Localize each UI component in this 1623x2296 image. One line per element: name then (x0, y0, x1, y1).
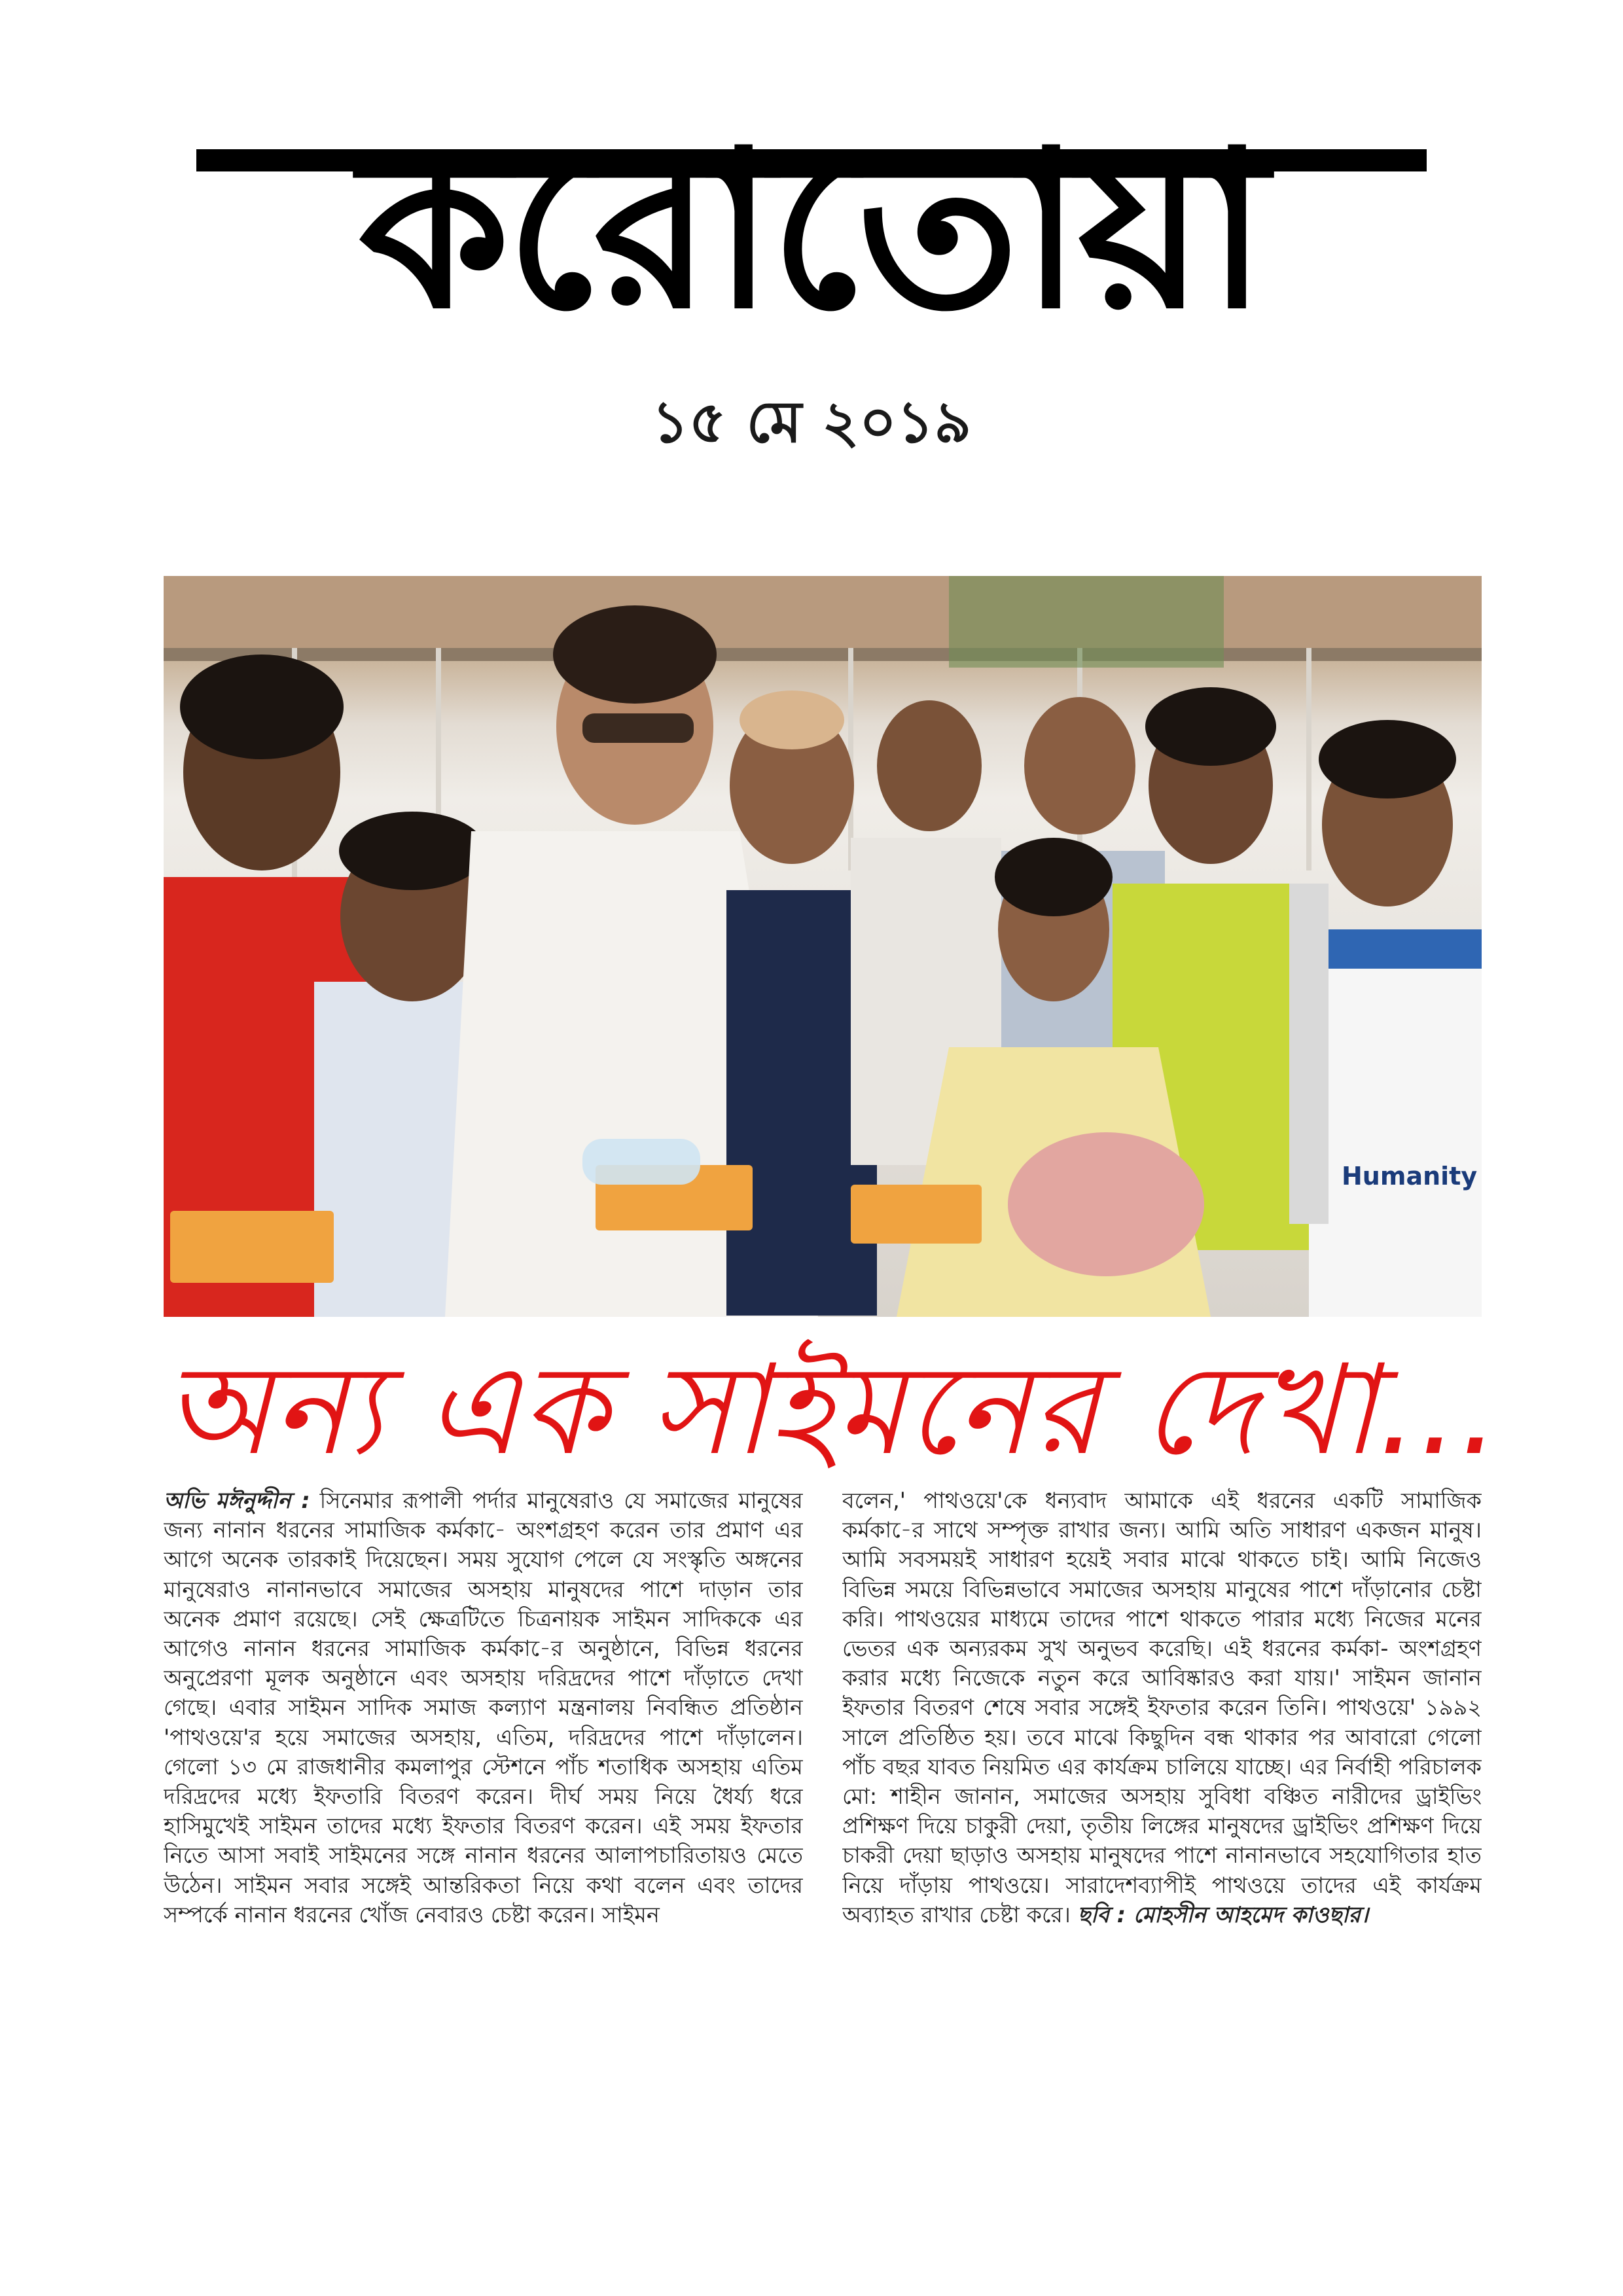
photo-credit: ছবি : মোহসীন আহমেদ কাওছার। (1077, 1901, 1368, 1928)
shirt-text: Humanity (1342, 1162, 1478, 1191)
article-body (164, 1486, 1482, 2140)
article-column-1 (164, 1486, 803, 2134)
article-column-1-text: সিনেমার রূপালী পর্দার মানুষেরাও যে সমাজের মানুষের জন্য নানান ধরনের সামাজিক কর্মকা-ে অংশগ্রহণ করেন তার প্রমাণ এর আগে অনেক তারকাই দিয়েছেন। সময় সুযোগ পেলে যে সংস্কৃতি অঙ্গনের মানুষেরাও নানানভাবে সমাজের অসহায় মানুষদের পাশে দাড়ান তার অনেক প্রমাণ রয়েছে। সেই ক্ষেত্রটিতে চিত্রনায়ক সাইমন সাদিককে এর আগেও নানান ধরনের সামাজিক কর্মকা-ের অনুষ্ঠানে, বিভিন্ন ধরনের অনুপ্রেরণা মূলক অনুষ্ঠানে এবং অসহায় দরিদ্রদের পাশে দাঁড়াতে দেখা গেছে। এবার সাইমন সাদিক সমাজ কল্যাণ মন্ত্রনালয় নিবন্ধিত প্রতিষ্ঠান 'পাথওয়ে'র হয়ে সমাজের অসহায়, এতিম, দরিদ্রদের পাশে দাঁড়ালেন। গেলো ১৩ মে রাজধানীর কমলাপুর স্টেশনে পাঁচ শতাধিক অসহায় এতিম দরিদ্রদের মধ্যে ইফতারি বিতরণ করেন। দীর্ঘ সময় নিয়ে ধৈর্য্য ধরে হাসিমুখেই সাইমন তাদের মধ্যে ইফতার বিতরণ করেন। এই সময় ইফতার নিতে আসা সবাই সাইমনের সঙ্গে নানান ধরনের আলাপচারিতায়ও মেতে উঠেন। সাইমন সবার সঙ্গেই আন্তরিকতা নিয়ে কথা বলেন এবং তাদের সম্পর্কে নানান ধরনের খোঁজ নেবারও চেষ্টা করেন। সাইমন (164, 1488, 803, 1928)
news-photo (164, 576, 1482, 1317)
masthead-title: করোতোয়া (359, 102, 1264, 356)
article-column-2 (842, 1486, 1482, 2134)
article-byline: অভি মঈনুদ্দীন : (164, 1488, 310, 1513)
article-column-2-text: বলেন,' পাথওয়ে'কে ধন্যবাদ আমাকে এই ধরনের একটি সামাজিক কর্মকা-ের সাথে সম্পৃক্ত রাখার জন্য। আমি অতি সাধারণ একজন মানুষ। আমি সবসময়ই সাধারণ হয়েই সবার মাঝে থাকতে চাই। আমি নিজেও বিভিন্ন সময়ে বিভিন্নভাবে সমাজের অসহায় মানুষের পাশে দাঁড়ানোর চেষ্টা করি। পাথওয়ের মাধ্যমে তাদের পাশে থাকতে পারার মধ্যে নিজের মনের ভেতর এক অন্যরকম সুখ অনুভব করেছি। এই ধরনের কর্মকা- অংশগ্রহণ করার মধ্যে নিজেকে নতুন করে আবিষ্কারও করা যায়।' সাইমন জানান ইফতার বিতরণ শেষে সবার সঙ্গেই ইফতার করেন তিনি। পাথওয়ে' ১৯৯২ সালে প্রতিষ্ঠিত হয়। তবে মাঝে কিছুদিন বন্ধ থাকার পর আবারো গেলো পাঁচ বছর যাবত নিয়মিত এর কার্যক্রম চালিয়ে যাচ্ছে। এর নির্বাহী পরিচালক মো: শাহীন জানান, সমাজের অসহায় সুবিধা বঞ্চিত নারীদের ড্রাইভিং প্রশিক্ষণ দিয়ে চাকুরী দেয়া, তৃতীয় লিঙ্গের মানুষদের ড্রাইভিং প্রশিক্ষণ দিয়ে চাকরী দেয়া ছাড়াও অসহায় মানুষদের পাশে নানানভাবে সহযোগিতার হাত নিয়ে দাঁড়ায় পাথওয়ে। সারাদেশব্যাপীই পাথওয়ে তাদের এই কার্যক্রম অব্যাহত রাখার চেষ্টা করে। (842, 1488, 1482, 1928)
article-headline: অন্য এক সাইমনের দেখা... (164, 1338, 1501, 1482)
issue-date: ১৫ মে ২০১৯ (651, 388, 972, 456)
